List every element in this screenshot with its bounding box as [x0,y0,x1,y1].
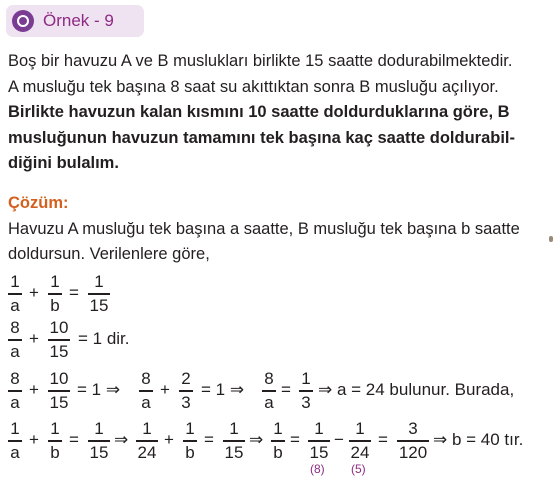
denominator: b [185,442,195,462]
expansion-note: (8) [310,462,325,476]
equation-text: = 1 dir. [78,329,130,348]
denominator: a [10,295,20,315]
numerator: 10 [49,369,69,388]
fraction [88,419,110,463]
problem-line-3: Birlikte havuzun kalan kısmını 10 saatte doldurduklarına göre, B [8,103,510,121]
fraction-bar [48,339,70,341]
equals-sign: = [69,430,79,449]
fraction-bar [308,440,330,442]
numerator: 1 [50,272,60,291]
page-edge-mark [549,236,553,242]
fraction [48,369,70,413]
equation-text: ⇒ a = 24 bulunur. Burada, [318,380,515,399]
fraction [48,419,62,463]
fraction-bar [223,440,245,442]
denominator: 15 [89,442,109,462]
numerator: 3 [408,419,418,438]
denominator: 15 [89,295,109,315]
denominator: 15 [49,341,69,361]
fraction [48,272,62,316]
fraction-bar [271,440,285,442]
denominator: a [10,442,20,462]
fraction [262,369,276,413]
fraction-bar [88,440,110,442]
equals-sign: = [69,283,79,302]
minus-sign: − [334,430,344,449]
fraction [179,369,193,413]
denominator: 3 [301,392,311,412]
denominator: 120 [398,442,428,462]
numerator: 1 [314,419,324,438]
fraction [8,318,22,362]
fraction-bar [8,440,22,442]
numerator: 8 [10,318,20,337]
fraction-bar [179,390,193,392]
implies-arrow: ⇒ [249,430,264,449]
fraction [183,419,197,463]
numerator: 8 [141,369,151,388]
numerator: 10 [49,318,69,337]
fraction-bar [139,390,153,392]
plus-sign: + [164,430,174,449]
denominator: a [141,392,151,412]
fraction-bar [48,390,70,392]
fraction [299,369,313,413]
implies-arrow: ⇒ [114,430,129,449]
plus-sign: + [29,283,39,302]
denominator: 24 [350,442,370,462]
fraction-bar [136,440,158,442]
equals-sign: = [290,430,300,449]
solution-line-1: Havuzu A musluğu tek başına a saatte, B musluğu tek başına b saatte [8,220,520,238]
problem-line-2: A musluğu tek başına 8 saat su akıttıktan sonra B musluğu açılıyor. [8,78,499,96]
numerator: 1 [355,419,365,438]
fraction [223,419,245,463]
fraction [136,419,158,463]
fraction-bar [299,390,313,392]
fraction [48,318,70,362]
fraction [8,272,22,316]
numerator: 8 [10,369,20,388]
numerator: 1 [185,419,195,438]
numerator: 1 [10,419,20,438]
fraction-bar [8,390,22,392]
fraction-bar [349,440,371,442]
fraction [139,369,153,413]
fraction [271,419,285,463]
fraction [397,419,429,463]
denominator: 3 [181,392,191,412]
expansion-note: (5) [351,462,366,476]
fraction-bar [48,440,62,442]
fraction [8,369,22,413]
problem-line-1: Boş bir havuzu A ve B muslukları birlikte 15 saatte dodurabilmektedir. [8,52,513,70]
equation-text: ⇒ b = 40 tır. [433,430,524,449]
denominator: a [264,392,274,412]
numerator: 1 [273,419,283,438]
solution-label: Çözüm: [8,194,69,212]
denominator: 15 [224,442,244,462]
equation-text: = 1 ⇒ [201,380,245,399]
fraction-bar [88,293,110,295]
plus-sign: + [29,380,39,399]
numerator: 1 [10,272,20,291]
fraction-bar [8,293,22,295]
plus-sign: + [29,430,39,449]
fraction-bar [183,440,197,442]
example-header [6,5,144,37]
denominator: a [10,392,20,412]
plus-sign: + [160,380,170,399]
fraction [308,419,330,463]
solution-line-2: doldursun. Verilenlere göre, [8,245,210,263]
fraction-bar [8,339,22,341]
denominator: 15 [309,442,329,462]
circle-icon [12,10,34,32]
equals-sign: = [204,430,214,449]
numerator: 2 [181,369,191,388]
denominator: b [50,442,60,462]
denominator: 15 [49,392,69,412]
fraction-bar [48,293,62,295]
problem-line-4: musluğunun havuzun tamamını tek başına kaç saatte doldurabil- [8,129,516,147]
denominator: b [273,442,283,462]
denominator: b [50,295,60,315]
example-title: Örnek - 9 [43,11,114,30]
fraction [349,419,371,463]
fraction-bar [397,440,429,442]
numerator: 1 [50,419,60,438]
numerator: 1 [94,272,104,291]
numerator: 1 [94,419,104,438]
equation-text: = 1 ⇒ [77,380,121,399]
fraction [88,272,110,316]
fraction [8,419,22,463]
plus-sign: + [29,329,39,348]
equals-sign: = [378,430,388,449]
denominator: a [10,341,20,361]
problem-line-5: diğini bulalım. [8,154,119,172]
numerator: 1 [229,419,239,438]
denominator: 24 [137,442,157,462]
numerator: 1 [142,419,152,438]
numerator: 1 [301,369,311,388]
equals-sign: = [281,380,291,399]
numerator: 8 [264,369,274,388]
fraction-bar [262,390,276,392]
